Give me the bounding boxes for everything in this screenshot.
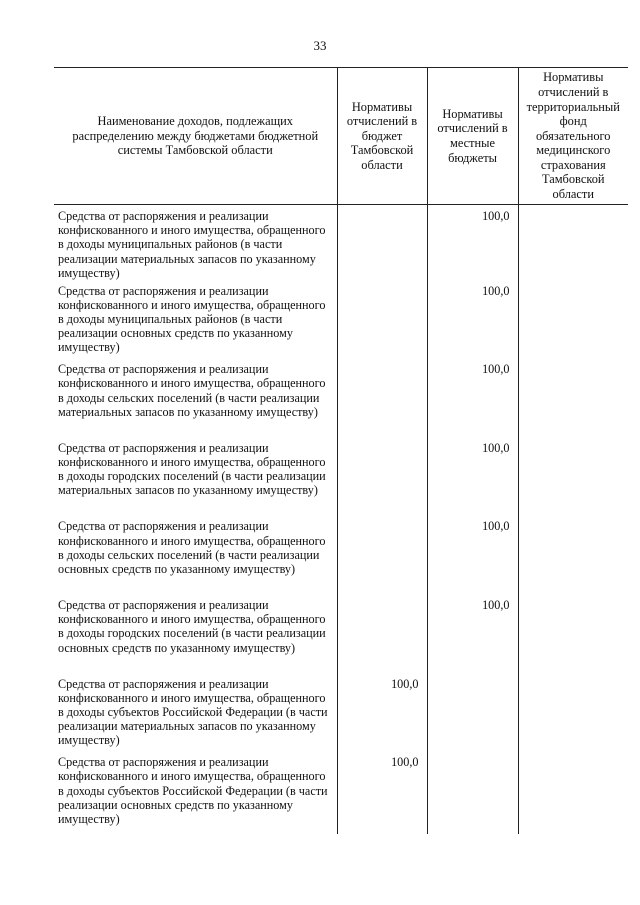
table-row [54, 598, 628, 677]
table-row [54, 284, 628, 363]
oms-rate-cell [518, 519, 628, 598]
table-header-row [54, 68, 628, 205]
oms-rate-cell [518, 284, 628, 363]
table-row [54, 755, 628, 834]
table-row [54, 205, 628, 284]
header-oms-fund: Нормативы отчислений в территориальный фонд обязательного медицинского страхования Тамбовской области [518, 68, 628, 205]
oms-rate-cell [518, 362, 628, 441]
regional-rate-cell [337, 441, 427, 520]
local-rate-cell: 100,0 [427, 441, 518, 520]
revenue-name-cell: Средства от распоряжения и реализации конфискованного и иного имущества, обращенного в доходы муниципальных районов (в части реализации основных средств по указанному имуществу) [58, 283, 326, 355]
regional-rate-cell: 100,0 [337, 755, 427, 834]
local-rate-cell: 100,0 [427, 205, 518, 284]
header-local-budgets: Нормативы отчислений в местные бюджеты [427, 68, 518, 205]
regional-rate-cell [337, 205, 427, 284]
revenue-name-cell: Средства от распоряжения и реализации конфискованного и иного имущества, обращенного в доходы городских поселений (в части реализации основных средств по указанному имуществу) [58, 597, 326, 655]
revenue-distribution-table [54, 67, 628, 834]
oms-rate-cell [518, 441, 628, 520]
local-rate-cell [427, 755, 518, 834]
oms-rate-cell [518, 205, 628, 284]
local-rate-cell [427, 677, 518, 756]
revenue-name-cell: Средства от распоряжения и реализации конфискованного и иного имущества, обращенного в доходы субъектов Российской Федерации (в части реализации материальных запасов по указанному имуществу) [58, 676, 328, 748]
revenue-name-cell: Средства от распоряжения и реализации конфискованного и иного имущества, обращенного в доходы муниципальных районов (в части реализации материальных запасов по указанному имуществу) [58, 209, 326, 280]
table-row [54, 519, 628, 598]
table-row [54, 677, 628, 756]
regional-rate-cell [337, 284, 427, 363]
oms-rate-cell [518, 677, 628, 756]
oms-rate-cell [518, 755, 628, 834]
regional-rate-cell [337, 362, 427, 441]
regional-rate-cell [337, 519, 427, 598]
revenue-name-cell: Средства от распоряжения и реализации конфискованного и иного имущества, обращенного в доходы субъектов Российской Федерации (в части реализации основных средств по указанному имуществу) [58, 755, 328, 826]
local-rate-cell: 100,0 [427, 598, 518, 677]
table-row [54, 362, 628, 441]
header-regional-budget: Нормативы отчислений в бюджет Тамбовской области [337, 68, 427, 205]
revenue-name-cell: Средства от распоряжения и реализации конфискованного и иного имущества, обращенного в доходы сельских поселений (в части реализации основных средств по указанному имуществу) [58, 519, 326, 576]
regional-rate-cell [337, 598, 427, 677]
revenue-name-cell: Средства от распоряжения и реализации конфискованного и иного имущества, обращенного в доходы городских поселений (в части реализации материальных запасов по указанному имуществу) [58, 440, 326, 498]
header-revenue-name: Наименование доходов, подлежащих распределению между бюджетами бюджетной системы Тамбовской области [54, 68, 337, 205]
oms-rate-cell [518, 598, 628, 677]
local-rate-cell: 100,0 [427, 284, 518, 363]
regional-rate-cell: 100,0 [337, 677, 427, 756]
revenue-name-cell: Средства от распоряжения и реализации конфискованного и иного имущества, обращенного в доходы сельских поселений (в части реализации материальных запасов по указанному имуществу) [58, 362, 326, 419]
page-number: 33 [313, 38, 327, 53]
local-rate-cell: 100,0 [427, 519, 518, 598]
table-row [54, 441, 628, 520]
local-rate-cell: 100,0 [427, 362, 518, 441]
